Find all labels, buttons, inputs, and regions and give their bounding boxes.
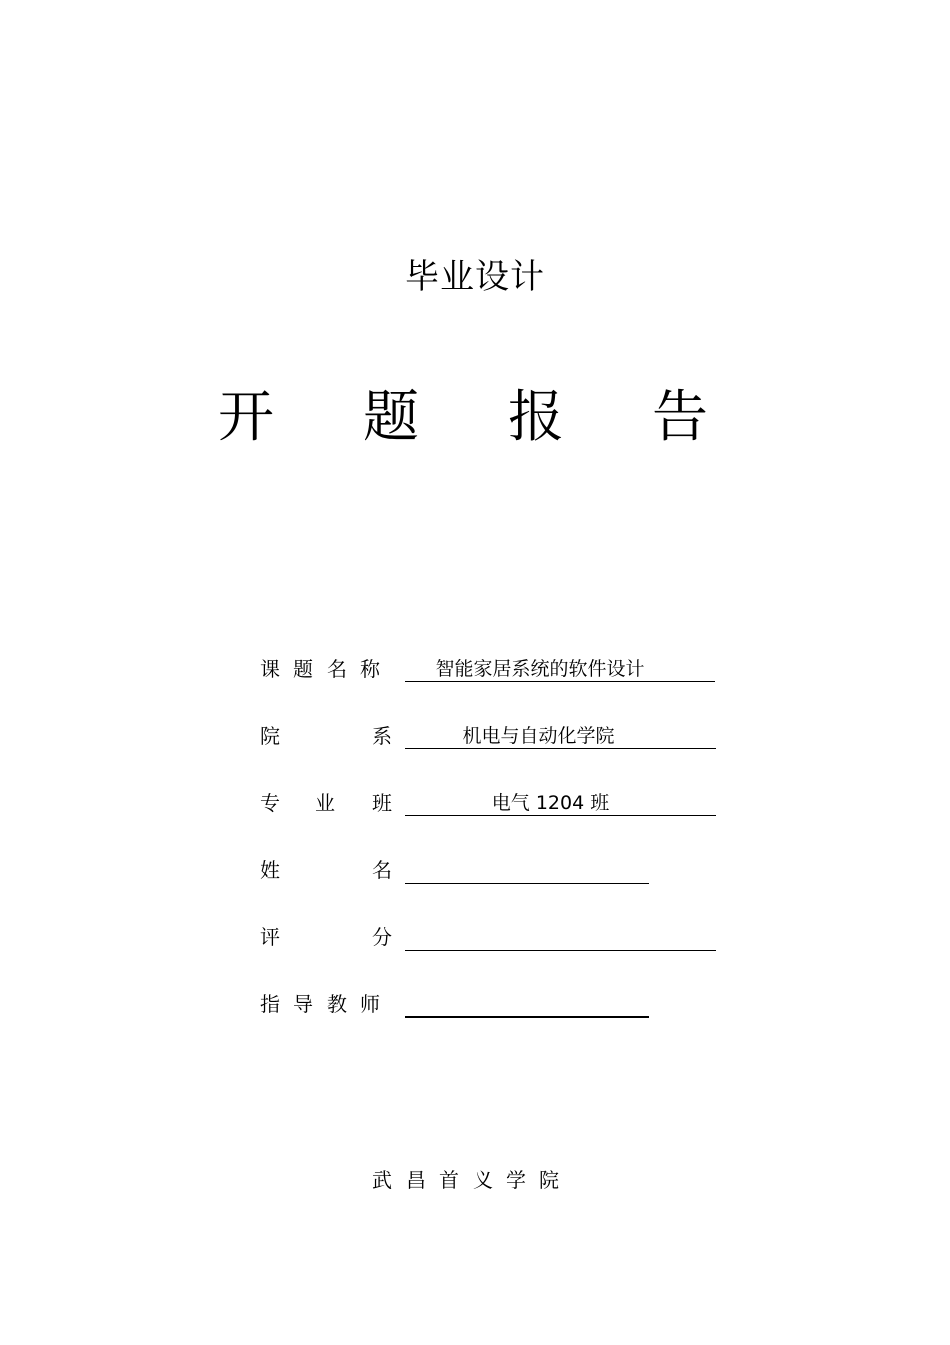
score-label-char: 评 xyxy=(260,925,280,949)
institution-char: 义 xyxy=(473,1168,493,1192)
major-class-label-char: 班 xyxy=(372,791,392,815)
department-label xyxy=(258,721,392,751)
institution-char: 首 xyxy=(439,1168,459,1192)
major-class-label-char: 业 xyxy=(315,791,335,815)
department-row xyxy=(0,721,950,751)
institution-char: 学 xyxy=(506,1168,526,1192)
major-class-label-char: 专 xyxy=(260,791,280,815)
advisor-label-char: 师 xyxy=(360,992,380,1016)
name-field[interactable] xyxy=(405,855,649,884)
title-char: 题 xyxy=(363,385,419,450)
major-class-label xyxy=(258,788,392,818)
topic-field[interactable]: 智能家居系统的软件设计 xyxy=(405,654,715,682)
topic-label-char: 名 xyxy=(327,657,347,681)
institution-char: 武 xyxy=(372,1168,392,1192)
topic-label xyxy=(258,654,388,684)
department-label-char: 院 xyxy=(260,724,280,748)
title-char: 开 xyxy=(218,385,274,450)
name-label-char: 名 xyxy=(372,858,392,882)
advisor-label-char: 指 xyxy=(260,992,280,1016)
department-field[interactable]: 机电与自动化学院 xyxy=(405,721,716,749)
topic-label-char: 称 xyxy=(360,657,380,681)
title-char: 报 xyxy=(508,385,564,450)
document-subtitle: 毕业设计 xyxy=(405,257,545,297)
name-label-char: 姓 xyxy=(260,858,280,882)
advisor-field[interactable] xyxy=(405,989,649,1018)
advisor-label xyxy=(258,989,388,1019)
department-label-char: 系 xyxy=(372,724,392,748)
institution-name xyxy=(0,1164,950,1196)
institution-char: 昌 xyxy=(406,1168,426,1192)
topic-label-char: 题 xyxy=(293,657,313,681)
score-label xyxy=(258,922,392,952)
advisor-label-char: 教 xyxy=(327,992,347,1016)
title-char: 告 xyxy=(652,385,708,450)
advisor-label-char: 导 xyxy=(293,992,313,1016)
score-row xyxy=(0,922,950,952)
major-class-row xyxy=(0,788,950,818)
major-class-field[interactable]: 电气 1204 班 xyxy=(405,788,716,816)
institution-char: 院 xyxy=(539,1168,559,1192)
advisor-row xyxy=(0,989,950,1019)
topic-label-char: 课 xyxy=(260,657,280,681)
document-title xyxy=(0,383,950,453)
name-label xyxy=(258,855,392,885)
name-row xyxy=(0,855,950,885)
score-label-char: 分 xyxy=(372,925,392,949)
topic-row xyxy=(0,654,950,684)
score-field[interactable] xyxy=(405,922,716,951)
